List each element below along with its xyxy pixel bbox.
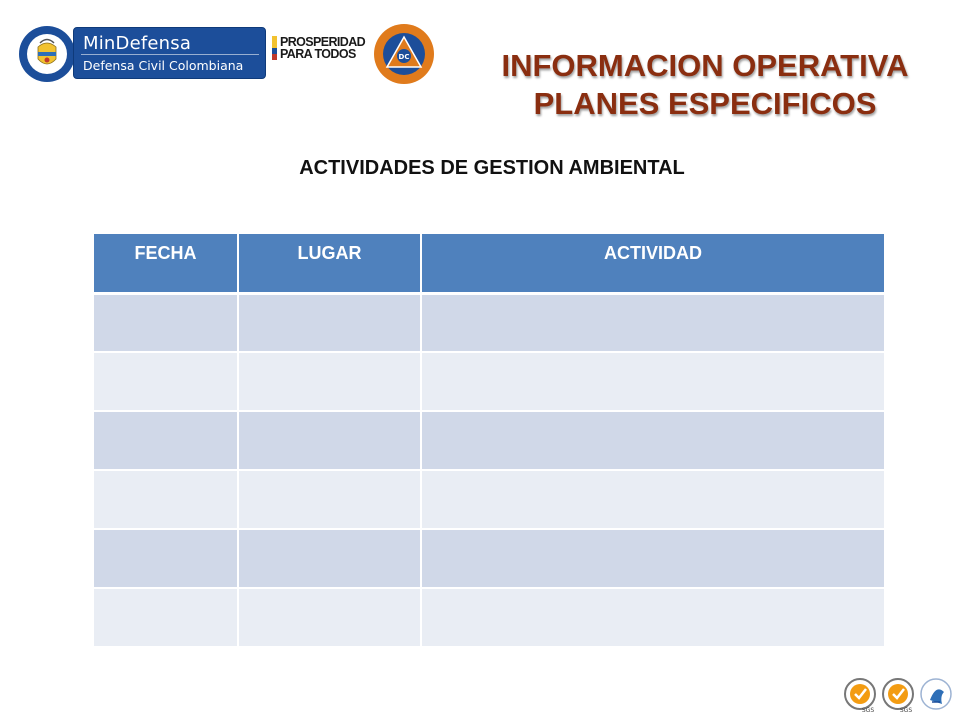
sgs-certification-badge-icon [842,676,882,718]
prosperidad-line2: PARA TODOS [280,47,356,61]
table-cell-fecha[interactable] [94,293,238,352]
table-cell-fecha[interactable] [94,411,238,470]
sgs-certification-badge-icon [880,676,920,718]
table-cell-actividad[interactable] [421,352,884,411]
table-row [94,529,884,588]
column-header-fecha: FECHA [94,234,238,293]
svg-text:SGS: SGS [899,707,913,714]
table-cell-actividad[interactable] [421,529,884,588]
mindefensa-title: MinDefensa [83,33,192,54]
column-header-lugar: LUGAR [238,234,421,293]
table-row [94,352,884,411]
table-cell-actividad[interactable] [421,293,884,352]
table-cell-fecha[interactable] [94,529,238,588]
table-cell-fecha[interactable] [94,352,238,411]
table-cell-lugar[interactable] [238,529,421,588]
table-row [94,588,884,647]
table-cell-actividad[interactable] [421,411,884,470]
table-cell-lugar[interactable] [238,588,421,647]
svg-text:SGS: SGS [861,707,875,714]
section-subtitle: ACTIVIDADES DE GESTION AMBIENTAL [299,157,685,179]
table-row [94,411,884,470]
colombia-coat-of-arms-logo [18,25,76,83]
column-header-actividad: ACTIVIDAD [421,234,884,293]
title-line-2: PLANES ESPECIFICOS [533,86,877,121]
table-row [94,293,884,352]
table-cell-lugar[interactable] [238,352,421,411]
table-cell-lugar[interactable] [238,293,421,352]
defensa-civil-emblem-logo [373,23,435,85]
page-title [470,47,940,123]
table-cell-fecha[interactable] [94,470,238,529]
mindefensa-logo [73,27,266,79]
table-cell-fecha[interactable] [94,588,238,647]
activities-table [94,234,884,648]
table-cell-actividad[interactable] [421,470,884,529]
table-cell-lugar[interactable] [238,470,421,529]
mindefensa-subtitle: Defensa Civil Colombiana [83,58,244,73]
title-line-1: INFORMACION OPERATIVA [501,48,909,83]
table-cell-actividad[interactable] [421,588,884,647]
table-row [94,470,884,529]
svg-text:DC: DC [398,53,410,61]
prosperidad-line1: PROSPERIDAD [280,35,366,49]
quality-certification-badge-icon [918,676,958,718]
table-header-row [94,234,884,293]
mindefensa-divider [81,54,259,55]
table-cell-lugar[interactable] [238,411,421,470]
colombia-flag-icon [272,36,277,60]
prosperidad-para-todos-logo [272,36,372,64]
